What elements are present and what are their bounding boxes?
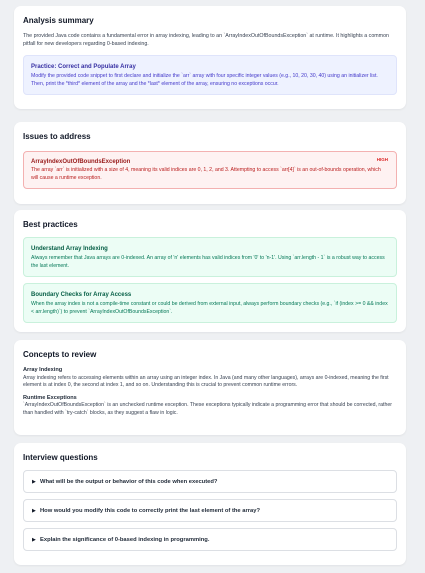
issues-card — [14, 122, 406, 204]
practice-text: Modify the provided code snippet to first declare and initialize the `arr` array with four specific integer values (e.g., 10, 20, 30, 40) using an initializer list. Then, print the *third* element of the array and the *last* element of the array, ensuring no exceptions occur. — [31, 73, 378, 87]
concepts-title: Concepts to review — [23, 350, 97, 359]
issues-title: Issues to address — [23, 132, 91, 141]
severity-badge: HIGH — [376, 157, 388, 162]
analysis-summary-card — [14, 6, 406, 109]
interview-question-text: What will be the output or behavior of this code when executed? — [40, 478, 218, 485]
triangle-right-icon: ▶ — [32, 536, 36, 543]
practice-box — [23, 55, 397, 95]
concepts-card — [14, 340, 406, 435]
best-practice-text: Always remember that Java arrays are 0-indexed. An array of 'n' elements has valid indices from '0' to 'n-1'. Using `arr.length - 1` is a robust way to access the last element. — [31, 255, 385, 269]
issue-item — [23, 151, 397, 189]
best-practice-title: Boundary Checks for Array Access — [31, 292, 132, 299]
best-practice-item — [23, 237, 397, 277]
interview-question-toggle[interactable] — [23, 470, 397, 493]
interview-question-toggle[interactable] — [23, 499, 397, 522]
concept-name: Runtime Exceptions — [23, 394, 77, 401]
interview-card — [14, 443, 406, 565]
best-practice-title: Understand Array Indexing — [31, 246, 108, 252]
analysis-description: The provided Java code contains a fundamental error in array indexing, leading to an `ArrayIndexOutOfBoundsException` at runtime. It highlights a common pitfall for new developers regarding 0-based indexing. — [23, 33, 389, 47]
practice-title: Practice: Correct and Populate Array — [31, 64, 136, 70]
best-practices-title: Best practices — [23, 220, 78, 229]
interview-title: Interview questions — [23, 453, 98, 462]
interview-question-text: How would you modify this code to correctly print the last element of the array? — [40, 507, 260, 514]
concept-name: Array Indexing — [23, 367, 63, 373]
interview-question-toggle[interactable] — [23, 528, 397, 551]
best-practice-item — [23, 283, 397, 323]
issue-text: The array `arr` is initialized with a size of 4, meaning its valid indices are 0, 1, 2, and 3. Attempting to access `arr[4]` is an out-of-bounds operation, which will cause a runtime exception. — [31, 167, 381, 181]
concept-text: `ArrayIndexOutOfBoundsException` is an unchecked runtime exception. These exceptions typically indicate a programming error that should be corrected, rather than handled with `try-catch` blocks, as they suggest a flaw in logic. — [23, 402, 392, 416]
analysis-summary-title: Analysis summary — [23, 16, 94, 25]
best-practice-text: When the array index is not a compile-time constant or could be derived from external input, always perform boundary checks (e.g., `if (index >= 0 && index < arr.length)`) to prevent `ArrayIndexOutOfBoundsException`. — [31, 301, 388, 315]
concept-text: Array indexing refers to accessing elements within an array using an integer index. In Java (and many other languages), arrays are 0-indexed, meaning the first element is at index 0, the second at index 1, and so on. Understanding this is crucial to prevent common runtime errors. — [23, 374, 389, 389]
triangle-right-icon: ▶ — [32, 507, 36, 514]
triangle-right-icon: ▶ — [32, 478, 36, 485]
interview-question-text: Explain the significance of 0-based indexing in programming. — [40, 536, 210, 543]
best-practices-card — [14, 210, 406, 332]
issue-title: ArrayIndexOutOfBoundsException — [31, 159, 131, 165]
